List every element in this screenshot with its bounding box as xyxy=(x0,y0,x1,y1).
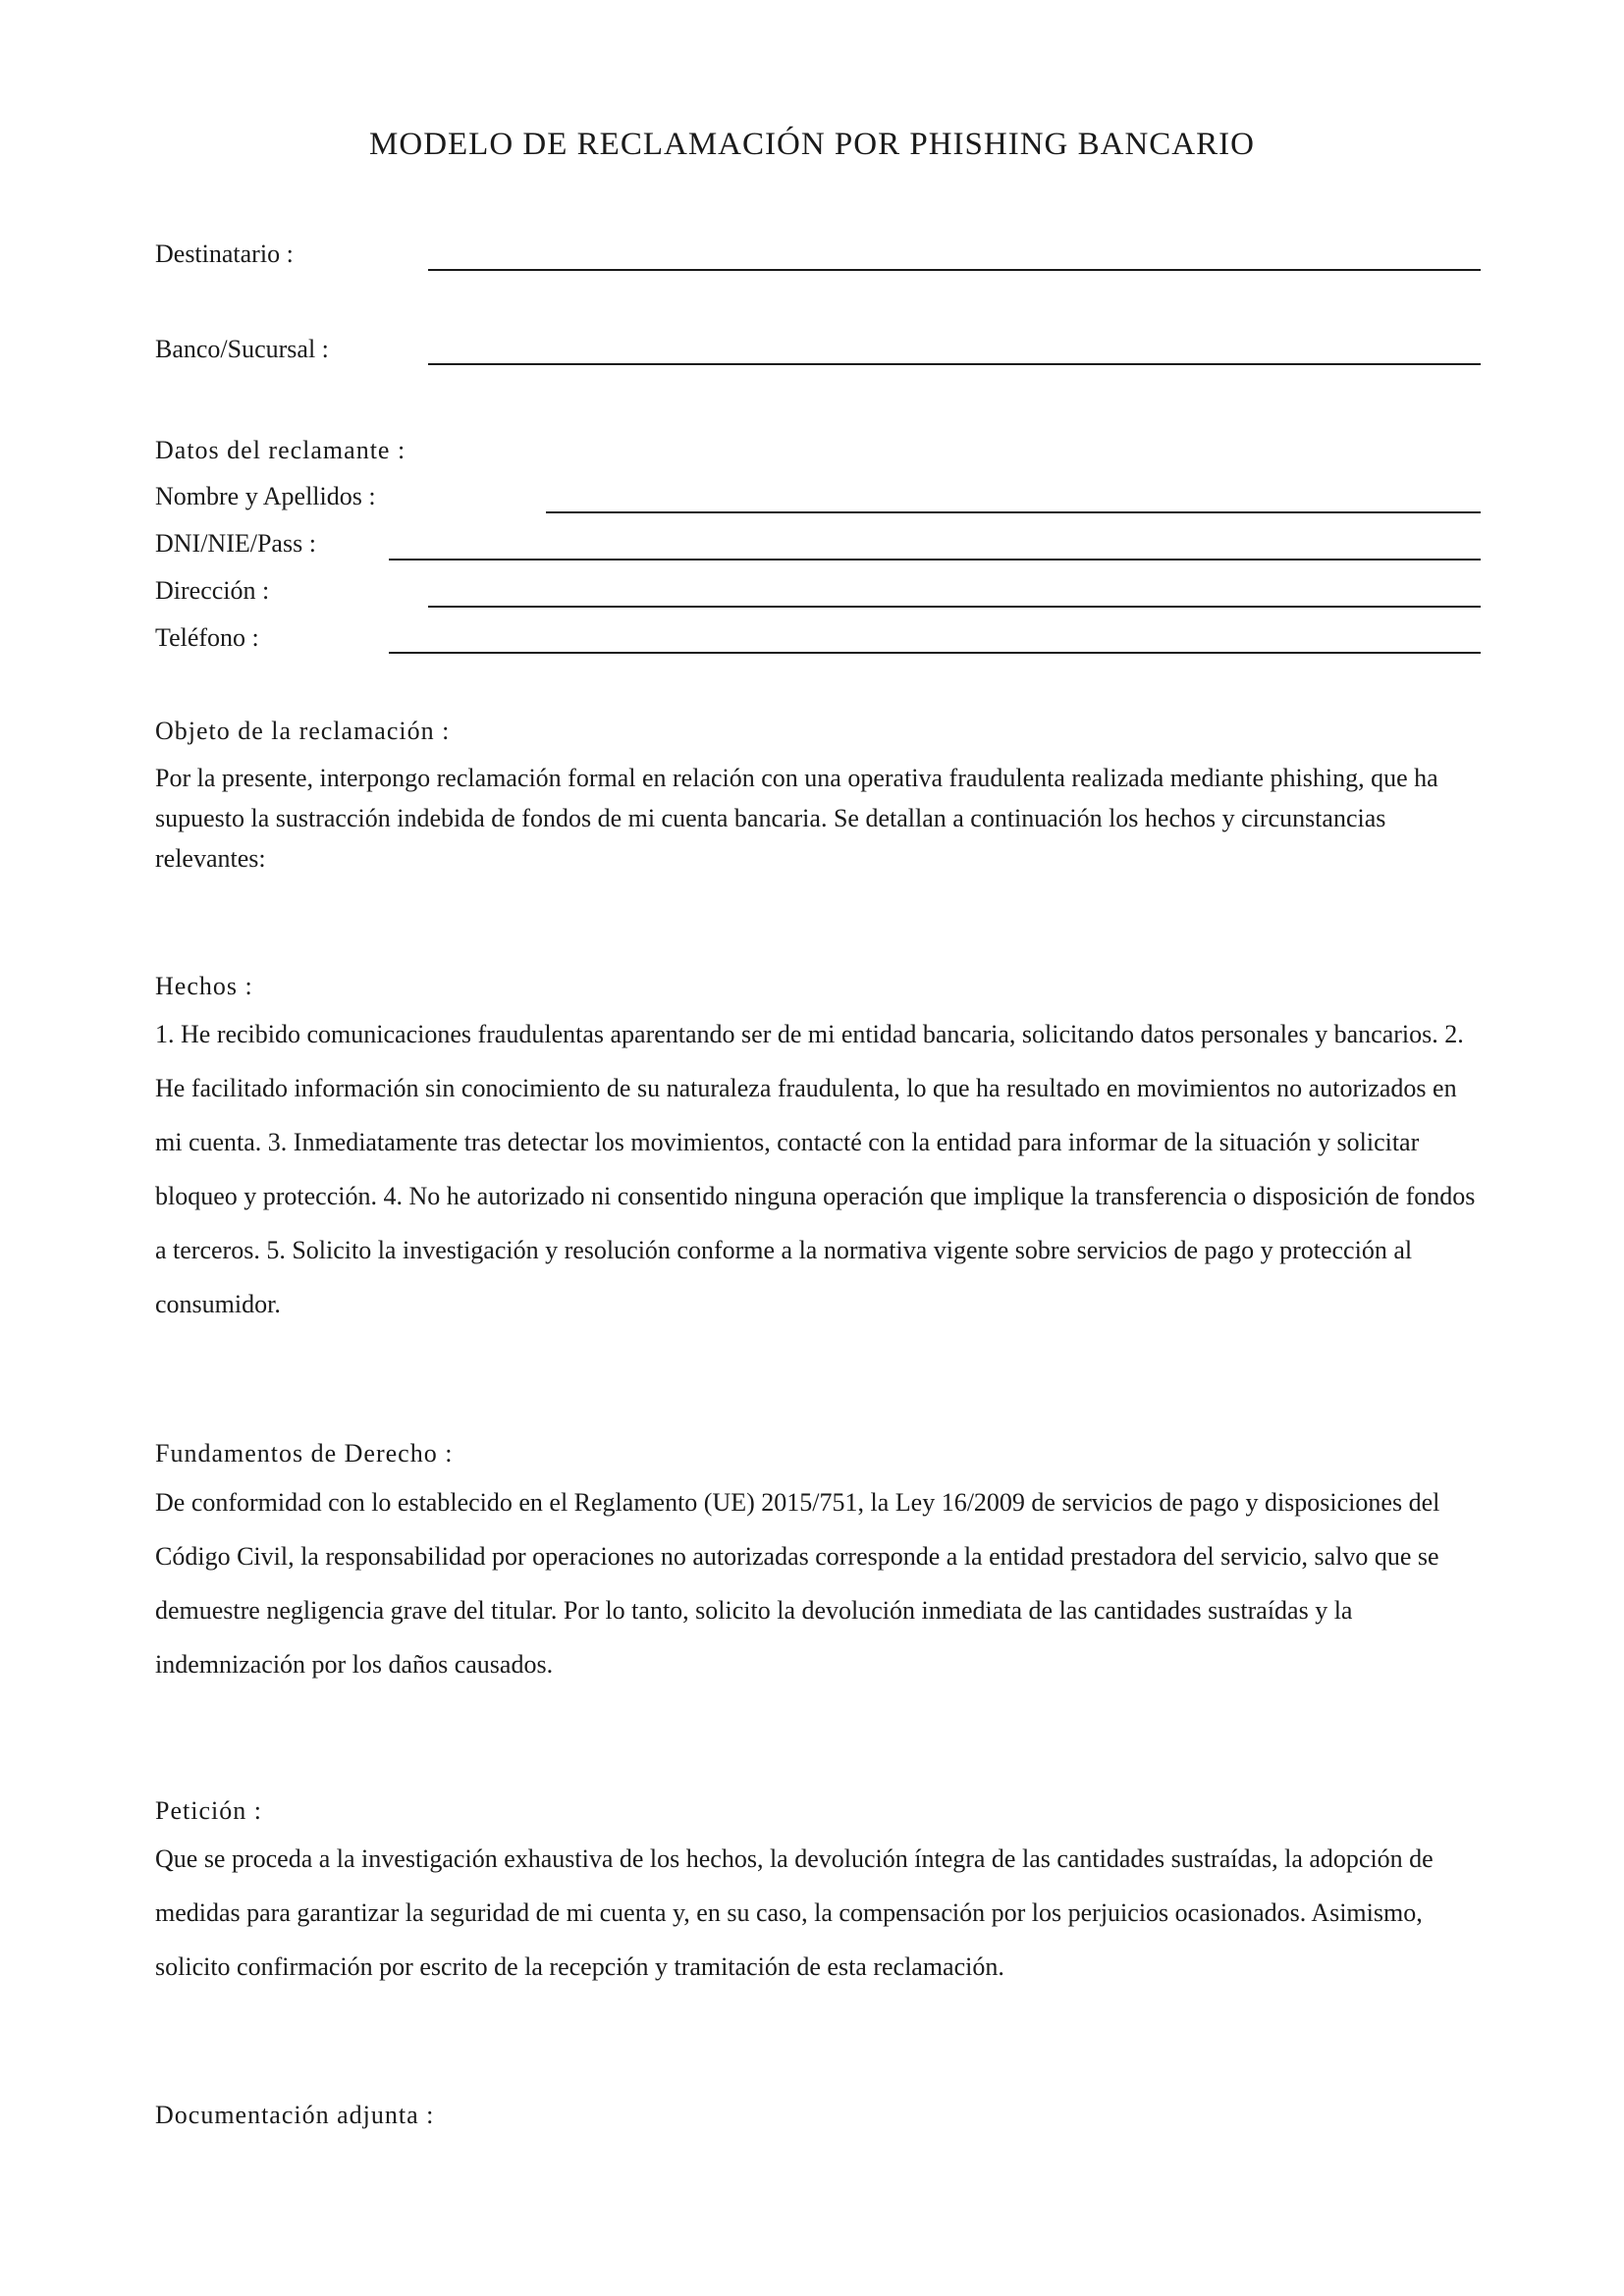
objeto-text: Por la presente, interpongo reclamación formal en relación con una operativa fraudulenta realizada mediante phishing, que ha supuesto la sustracción indebida de fondos de mi cuenta bancaria. Se detallan a continuación los hechos y circunstancias relevantes: xyxy=(155,764,1438,873)
destinatario-label: Destinatario : xyxy=(155,240,294,268)
dni-nie-pass-label: DNI/NIE/Pass : xyxy=(155,529,316,558)
banco-sucursal-label: Banco/Sucursal : xyxy=(155,335,329,363)
document-title: MODELO DE RECLAMACIÓN POR PHISHING BANCARIO xyxy=(369,127,1255,162)
destinatario-field[interactable] xyxy=(428,269,1481,271)
telefono-field[interactable] xyxy=(389,652,1481,654)
direccion-label: Dirección : xyxy=(155,576,270,605)
nombre-apellidos-field[interactable] xyxy=(546,511,1481,513)
hechos-heading: Hechos : xyxy=(155,972,253,1000)
objeto-heading: Objeto de la reclamación : xyxy=(155,717,451,745)
peticion-heading: Petición : xyxy=(155,1796,262,1825)
nombre-apellidos-label: Nombre y Apellidos : xyxy=(155,482,376,510)
documentacion-heading: Documentación adjunta : xyxy=(155,2101,435,2129)
direccion-field[interactable] xyxy=(428,606,1481,608)
hechos-text: 1. He recibido comunicaciones fraudulentas aparentando ser de mi entidad bancaria, solicitando datos personales y bancarios. 2. He facilitado información sin conocimiento de su naturaleza fraudulenta, lo que ha resultado en movimientos no autorizados en mi cuenta. 3. Inmediatamente tras detectar los movimientos, contacté con la entidad para informar de la situación y solicitar bloqueo y protección. 4. No he autorizado ni consentido ninguna operación que implique la transferencia o disposición de fondos a terceros. 5. Solicito la investigación y resolución conforme a la normativa vigente sobre servicios de pago y protección al consumidor. xyxy=(155,1020,1476,1318)
fundamentos-heading: Fundamentos de Derecho : xyxy=(155,1439,454,1468)
dni-nie-pass-field[interactable] xyxy=(389,559,1481,561)
banco-sucursal-field[interactable] xyxy=(428,363,1481,365)
peticion-text: Que se proceda a la investigación exhaustiva de los hechos, la devolución íntegra de las cantidades sustraídas, la adopción de medidas para garantizar la seguridad de mi cuenta y, en su caso, la compensación por los perjuicios ocasionados. Asimismo, solicito confirmación por escrito de la recepción y tramitación de esta reclamación. xyxy=(155,1844,1434,1981)
claimant-heading: Datos del reclamante : xyxy=(155,436,406,464)
fundamentos-text: De conformidad con lo establecido en el Reglamento (UE) 2015/751, la Ley 16/2009 de servicios de pago y disposiciones del Código Civil, la responsabilidad por operaciones no autorizadas corresponde a la entidad prestadora del servicio, salvo que se demuestre negligencia grave del titular. Por lo tanto, solicito la devolución inmediata de las cantidades sustraídas y la indemnización por los daños causados. xyxy=(155,1488,1440,1679)
telefono-label: Teléfono : xyxy=(155,623,259,652)
